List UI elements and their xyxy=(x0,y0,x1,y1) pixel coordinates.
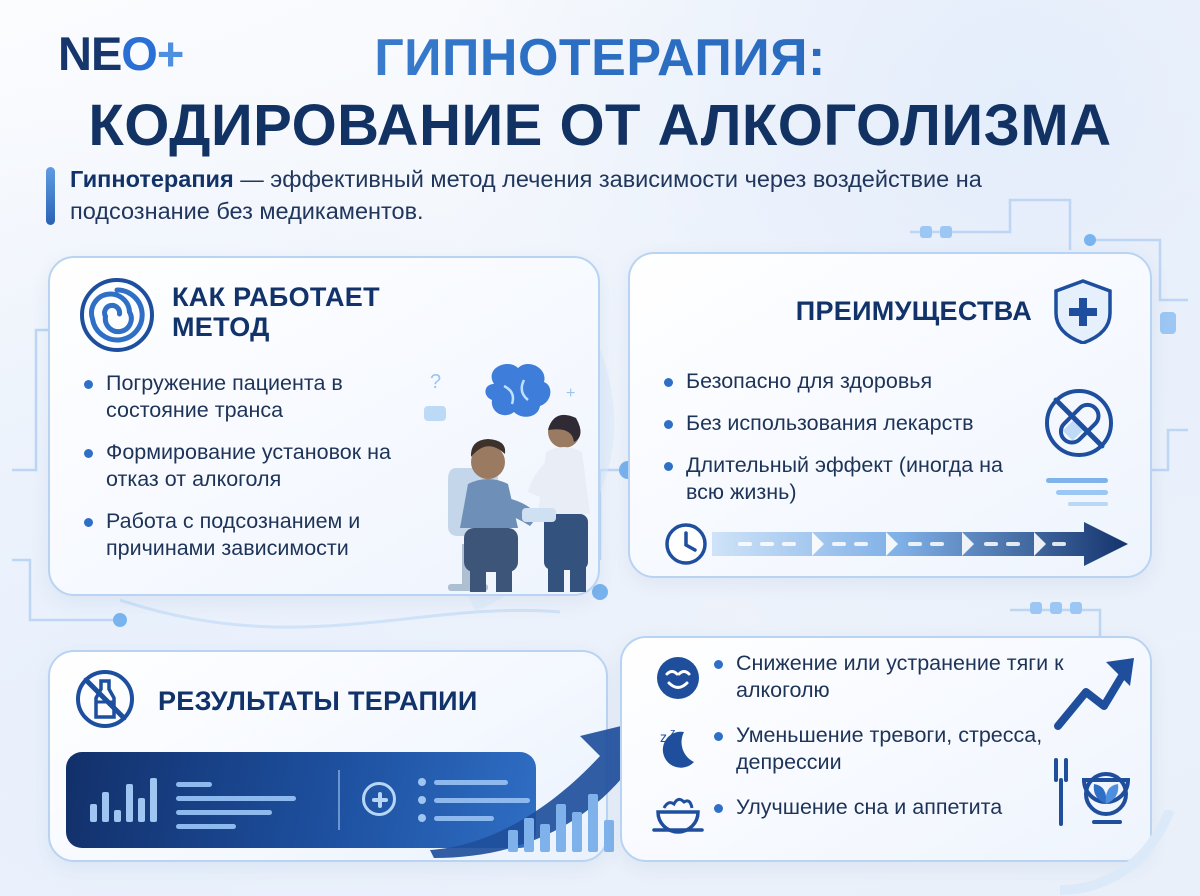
spiral-hypnosis-icon xyxy=(78,276,156,354)
divider xyxy=(338,770,340,830)
food-bowl-icon xyxy=(652,790,704,834)
page-title-line2: КОДИРОВАНИЕ ОТ АЛКОГОЛИЗМА xyxy=(88,93,1112,158)
card-results-heading: РЕЗУЛЬТАТЫ ТЕРАПИИ xyxy=(158,686,478,716)
list-item: Уменьшение тревоги, стресса, депрессии xyxy=(712,722,1072,776)
benefits-bullet-list xyxy=(662,368,1032,521)
svg-text:?: ? xyxy=(430,371,442,393)
list-item: Формирование установок на отказ от алкоголя xyxy=(82,439,432,493)
bar-chart-decoration xyxy=(508,790,628,852)
shield-plus-icon xyxy=(1052,278,1114,344)
text-lines-decoration xyxy=(1046,476,1108,506)
card-method-heading: КАК РАБОТАЕТ МЕТОД xyxy=(172,282,380,343)
therapy-session-illustration xyxy=(418,358,618,598)
list-item: Улучшение сна и аппетита xyxy=(712,794,1072,821)
svg-text:+: + xyxy=(566,385,576,402)
list-item: Безопасно для здоровья xyxy=(662,368,1032,395)
intro-accent-bar xyxy=(46,167,55,225)
no-alcohol-bottle-icon xyxy=(74,668,136,730)
intro-rest: — эффективный метод лечения зависимости через воздействие на подсознание без медикаментов. xyxy=(70,166,982,225)
clock-icon xyxy=(664,522,708,566)
page-title-line1: ГИПНОТЕРАПИЯ: xyxy=(0,28,1200,88)
calm-face-icon xyxy=(654,654,702,702)
list-item: Без использования лекарств xyxy=(662,410,1032,437)
list-item: Погружение пациента в состояние транса xyxy=(82,370,432,424)
text-lines-icon xyxy=(176,782,296,838)
no-pill-icon xyxy=(1042,386,1116,460)
growth-arrow-icon xyxy=(1052,648,1142,738)
method-bullet-list xyxy=(82,370,432,577)
effects-bullet-list xyxy=(712,650,1072,839)
sleep-moon-icon xyxy=(654,724,704,772)
list-item: Работа с подсознанием и причинами зависимости xyxy=(82,508,432,562)
list-item: Длительный эффект (иногда на всю жизнь) xyxy=(662,452,1032,506)
card-benefits-heading: ПРЕИМУЩЕСТВА xyxy=(795,296,1032,326)
plus-circle-icon xyxy=(362,782,396,816)
corner-swoosh-decoration xyxy=(1060,810,1200,896)
intro-strong: Гипнотерапия xyxy=(70,166,234,192)
svg-text:z: z xyxy=(670,727,676,739)
progress-arrow-icon xyxy=(712,520,1128,568)
svg-text:z: z xyxy=(660,729,667,745)
bar-chart-icon xyxy=(90,778,157,822)
intro-paragraph xyxy=(46,163,1106,228)
list-item: Снижение или устранение тяги к алкоголю xyxy=(712,650,1072,704)
